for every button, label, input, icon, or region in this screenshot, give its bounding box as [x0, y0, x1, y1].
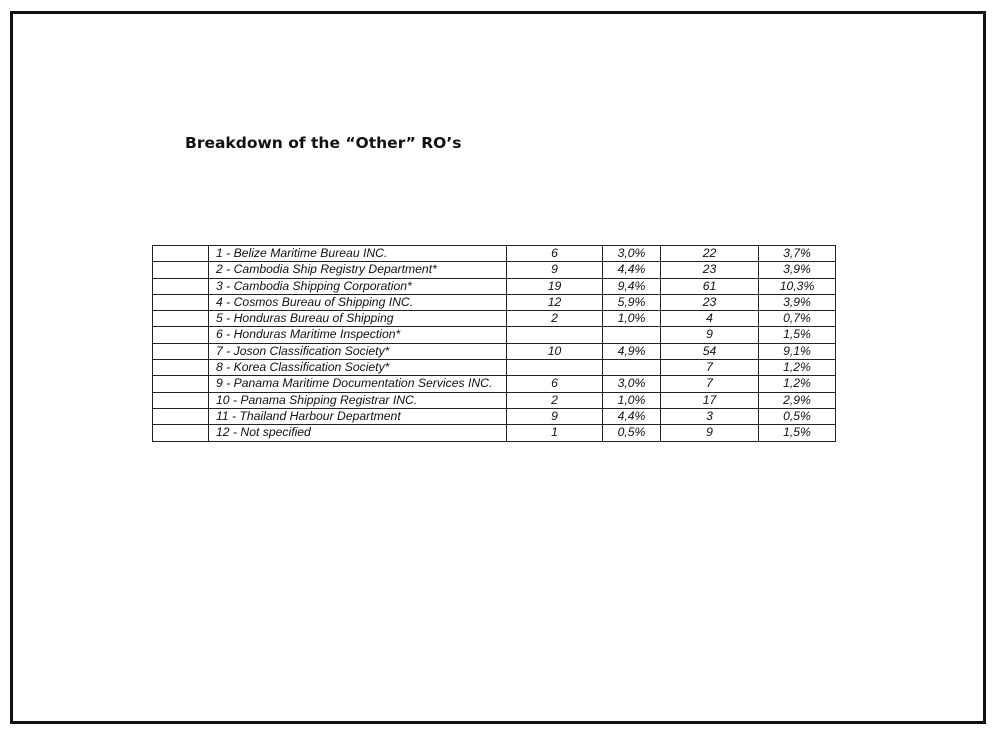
count-cell [507, 360, 603, 376]
percent-cell: 0,5% [759, 408, 836, 424]
table-row [153, 278, 836, 294]
table-body [153, 246, 836, 442]
ro-name-cell: 7 - Joson Classification Society* [209, 343, 507, 359]
percent-cell: 1,2% [759, 360, 836, 376]
percent-cell: 1,2% [759, 376, 836, 392]
table-row [153, 408, 836, 424]
percent-cell: 3,9% [759, 262, 836, 278]
table-row [153, 425, 836, 441]
table-row [153, 360, 836, 376]
table-row [153, 294, 836, 310]
ro-name-cell: 10 - Panama Shipping Registrar INC. [209, 392, 507, 408]
count-cell: 2 [507, 392, 603, 408]
row-spacer-cell [153, 360, 209, 376]
ro-name-cell: 11 - Thailand Harbour Department [209, 408, 507, 424]
count-cell: 61 [661, 278, 759, 294]
ro-name-cell: 4 - Cosmos Bureau of Shipping INC. [209, 294, 507, 310]
count-cell [507, 327, 603, 343]
count-cell: 12 [507, 294, 603, 310]
percent-cell: 5,9% [603, 294, 661, 310]
table-row [153, 392, 836, 408]
count-cell: 4 [661, 311, 759, 327]
table-row [153, 262, 836, 278]
count-cell: 3 [661, 408, 759, 424]
ro-name-cell: 3 - Cambodia Shipping Corporation* [209, 278, 507, 294]
ro-name-cell: 6 - Honduras Maritime Inspection* [209, 327, 507, 343]
row-spacer-cell [153, 327, 209, 343]
count-cell: 9 [507, 408, 603, 424]
row-spacer-cell [153, 343, 209, 359]
count-cell: 7 [661, 376, 759, 392]
count-cell: 23 [661, 262, 759, 278]
percent-cell: 1,5% [759, 327, 836, 343]
row-spacer-cell [153, 376, 209, 392]
row-spacer-cell [153, 294, 209, 310]
ro-name-cell: 5 - Honduras Bureau of Shipping [209, 311, 507, 327]
count-cell: 7 [661, 360, 759, 376]
row-spacer-cell [153, 425, 209, 441]
count-cell: 23 [661, 294, 759, 310]
count-cell: 19 [507, 278, 603, 294]
percent-cell: 0,7% [759, 311, 836, 327]
ro-name-cell: 2 - Cambodia Ship Registry Department* [209, 262, 507, 278]
percent-cell: 3,0% [603, 246, 661, 262]
count-cell: 22 [661, 246, 759, 262]
percent-cell [603, 327, 661, 343]
percent-cell: 9,4% [603, 278, 661, 294]
row-spacer-cell [153, 278, 209, 294]
table-row [153, 376, 836, 392]
percent-cell: 3,7% [759, 246, 836, 262]
row-spacer-cell [153, 262, 209, 278]
table-row [153, 311, 836, 327]
count-cell: 9 [661, 327, 759, 343]
percent-cell: 9,1% [759, 343, 836, 359]
percent-cell: 2,9% [759, 392, 836, 408]
count-cell: 10 [507, 343, 603, 359]
count-cell: 6 [507, 376, 603, 392]
ro-name-cell: 9 - Panama Maritime Documentation Services INC. [209, 376, 507, 392]
count-cell: 2 [507, 311, 603, 327]
percent-cell: 4,4% [603, 408, 661, 424]
ro-name-cell: 12 - Not specified [209, 425, 507, 441]
percent-cell: 10,3% [759, 278, 836, 294]
percent-cell [603, 360, 661, 376]
row-spacer-cell [153, 408, 209, 424]
percent-cell: 0,5% [603, 425, 661, 441]
percent-cell: 4,9% [603, 343, 661, 359]
ro-name-cell: 1 - Belize Maritime Bureau INC. [209, 246, 507, 262]
percent-cell: 4,4% [603, 262, 661, 278]
count-cell: 9 [507, 262, 603, 278]
percent-cell: 1,0% [603, 311, 661, 327]
count-cell: 9 [661, 425, 759, 441]
count-cell: 6 [507, 246, 603, 262]
ro-name-cell: 8 - Korea Classification Society* [209, 360, 507, 376]
count-cell: 54 [661, 343, 759, 359]
table-row [153, 327, 836, 343]
count-cell: 17 [661, 392, 759, 408]
table-row [153, 246, 836, 262]
count-cell: 1 [507, 425, 603, 441]
percent-cell: 1,5% [759, 425, 836, 441]
row-spacer-cell [153, 246, 209, 262]
row-spacer-cell [153, 311, 209, 327]
table-row [153, 343, 836, 359]
ro-breakdown-table [152, 245, 836, 442]
percent-cell: 3,9% [759, 294, 836, 310]
percent-cell: 1,0% [603, 392, 661, 408]
percent-cell: 3,0% [603, 376, 661, 392]
page-title: Breakdown of the “Other” RO’s [185, 134, 462, 152]
row-spacer-cell [153, 392, 209, 408]
